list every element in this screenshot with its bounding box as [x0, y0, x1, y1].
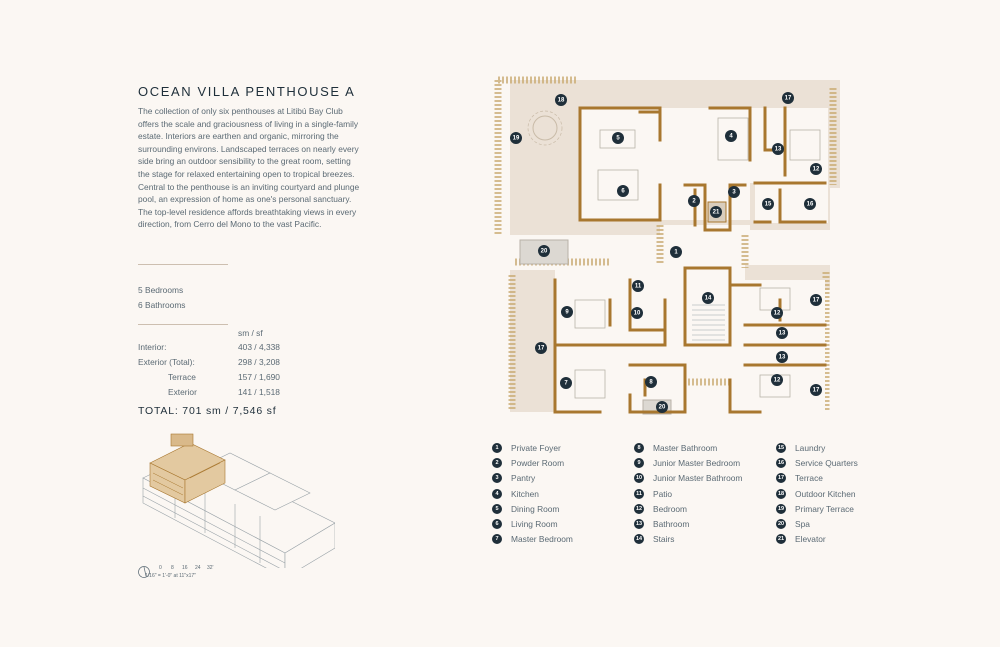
legend-label: Stairs — [653, 534, 675, 545]
room-marker-number: 20 — [540, 248, 548, 255]
legend-label: Elevator — [795, 534, 826, 545]
area-value-exterior-total: 298 / 3,208 — [238, 357, 280, 367]
room-marker-number: 4 — [729, 133, 733, 140]
legend-number: 11 — [634, 489, 644, 499]
room-marker — [688, 195, 700, 207]
stairs — [692, 305, 725, 340]
legend-label: Living Room — [511, 519, 558, 530]
area-unit-header: sm / sf — [238, 328, 263, 338]
room-marker-number: 12 — [773, 310, 781, 317]
room-marker-number: 17 — [537, 345, 545, 352]
legend-label: Spa — [795, 519, 810, 530]
room-marker — [771, 374, 783, 386]
room-marker-number: 3 — [732, 189, 736, 196]
room-marker-number: 1 — [674, 249, 678, 256]
room-marker — [670, 246, 682, 258]
room-marker — [782, 92, 794, 104]
room-marker — [656, 401, 668, 413]
legend-label: Powder Room — [511, 457, 565, 468]
scale-tick: 8 — [171, 565, 174, 571]
room-marker-number: 14 — [704, 295, 712, 302]
room-marker — [810, 294, 822, 306]
legend-number: 9 — [634, 458, 644, 468]
room-marker-number: 17 — [784, 95, 792, 102]
legend-number: 4 — [492, 489, 502, 499]
legend-number: 5 — [492, 504, 502, 514]
room-marker-number: 21 — [712, 209, 720, 216]
room-marker-number: 2 — [692, 198, 696, 205]
legend-number: 16 — [777, 459, 785, 466]
room-marker-number: 17 — [812, 297, 820, 304]
room-marker — [725, 130, 737, 142]
legend-number: 15 — [777, 444, 785, 451]
scale-tick: 0 — [159, 565, 162, 571]
legend-number: 17 — [777, 475, 785, 482]
room-marker — [538, 245, 550, 257]
room-marker — [612, 132, 624, 144]
legend-number: 12 — [635, 505, 643, 512]
legend-number: 21 — [777, 536, 785, 543]
legend-number: 13 — [635, 521, 643, 528]
bathrooms-count: 6 Bathrooms — [138, 300, 186, 310]
room-marker-number: 12 — [773, 377, 781, 384]
legend-label: Kitchen — [511, 488, 539, 499]
legend-label: Junior Master Bathroom — [653, 473, 743, 484]
room-marker-number: 5 — [616, 135, 620, 142]
legend-label: Service Quarters — [795, 457, 858, 468]
room-marker — [776, 327, 788, 339]
scale-tick: 16 — [182, 565, 188, 571]
room-marker — [772, 143, 784, 155]
area-value-interior: 403 / 4,338 — [238, 342, 280, 352]
legend-label: Bedroom — [653, 503, 687, 514]
room-marker — [510, 132, 522, 144]
room-marker — [645, 376, 657, 388]
legend-label: Laundry — [795, 442, 826, 453]
legend-number: 10 — [635, 475, 643, 482]
scale-tick: 32' — [207, 565, 214, 571]
room-marker — [555, 94, 567, 106]
legend-number: 14 — [635, 536, 643, 543]
room-marker-number: 17 — [812, 387, 820, 394]
room-marker — [762, 198, 774, 210]
legend-label: Junior Master Bedroom — [653, 457, 741, 468]
room-marker-number: 13 — [778, 330, 786, 337]
room-marker-number: 18 — [557, 97, 565, 104]
page-title: OCEAN VILLA PENTHOUSE A — [138, 84, 356, 99]
legend-number: 19 — [777, 505, 785, 512]
room-marker — [804, 198, 816, 210]
room-marker — [560, 377, 572, 389]
room-marker-number: 20 — [658, 404, 666, 411]
legend-label: Patio — [653, 488, 673, 499]
legend-number: 1 — [492, 443, 502, 453]
room-marker — [728, 186, 740, 198]
room-marker — [617, 185, 629, 197]
scale-note: 1/16" = 1'-0" at 11"x17" — [145, 573, 196, 579]
legend-label: Master Bedroom — [511, 534, 573, 545]
area-value-exterior: 141 / 1,518 — [238, 387, 280, 397]
legend-number: 7 — [492, 534, 502, 544]
area-label-exterior: Exterior — [168, 387, 197, 397]
area-label-terrace: Terrace — [168, 372, 196, 382]
legend-label: Bathroom — [653, 519, 690, 530]
scale-tick: 24 — [195, 565, 201, 571]
room-marker-number: 19 — [512, 135, 520, 142]
legend-number: 6 — [492, 519, 502, 529]
room-marker-number: 16 — [806, 201, 814, 208]
legend-number: 2 — [492, 458, 502, 468]
room-marker-number: 11 — [634, 283, 642, 290]
legend-label: Outdoor Kitchen — [795, 488, 856, 499]
legend-label: Primary Terrace — [795, 503, 854, 514]
room-marker — [771, 307, 783, 319]
room-marker-number: 9 — [565, 309, 569, 316]
legend-label: Terrace — [795, 473, 823, 484]
room-marker-number: 6 — [621, 188, 625, 195]
legend-label: Pantry — [511, 473, 536, 484]
room-marker — [710, 206, 722, 218]
room-marker-number: 8 — [649, 379, 653, 386]
room-marker — [631, 307, 643, 319]
area-value-terrace: 157 / 1,690 — [238, 372, 280, 382]
room-marker-number: 10 — [633, 310, 641, 317]
room-marker — [810, 384, 822, 396]
legend-label: Private Foyer — [511, 442, 561, 453]
area-label-exterior-total: Exterior (Total): — [138, 357, 195, 367]
legend-label: Dining Room — [511, 503, 560, 514]
room-marker — [702, 292, 714, 304]
room-marker-number: 7 — [564, 380, 568, 387]
area-label-interior: Interior: — [138, 342, 167, 352]
legend-number: 18 — [777, 490, 785, 497]
room-marker-number: 12 — [812, 166, 820, 173]
room-marker-number: 13 — [774, 146, 782, 153]
description-text: The collection of only six penthouses at Litibú Bay Club offers the scale and graciousness of living in a single-family estate. Interiors are earthen and organic, mirroring the surrounding environs. Landscaped terraces on nearly every side bring an outdoor sensibility to the great room, setting the stage for relaxed entertaining open to tropical breezes. Central to the penthouse is an inviting courtyard and plunge pool, an expression of home as one's personal sanctuary. The top-level residence affords breathtaking views in every direction, from Cerro del Mono to the vast Pacific. — [138, 106, 360, 230]
legend-label: Master Bathroom — [653, 442, 718, 453]
legend-number: 8 — [634, 443, 644, 453]
bedrooms-count: 5 Bedrooms — [138, 285, 184, 295]
total-area: TOTAL: 701 sm / 7,546 sf — [138, 405, 277, 417]
legend-number: 3 — [492, 473, 502, 483]
legend-number: 20 — [777, 521, 785, 528]
room-marker — [632, 280, 644, 292]
room-marker — [810, 163, 822, 175]
room-marker — [561, 306, 573, 318]
room-marker-number: 13 — [778, 354, 786, 361]
room-marker-number: 15 — [764, 201, 772, 208]
room-marker — [535, 342, 547, 354]
room-marker — [776, 351, 788, 363]
